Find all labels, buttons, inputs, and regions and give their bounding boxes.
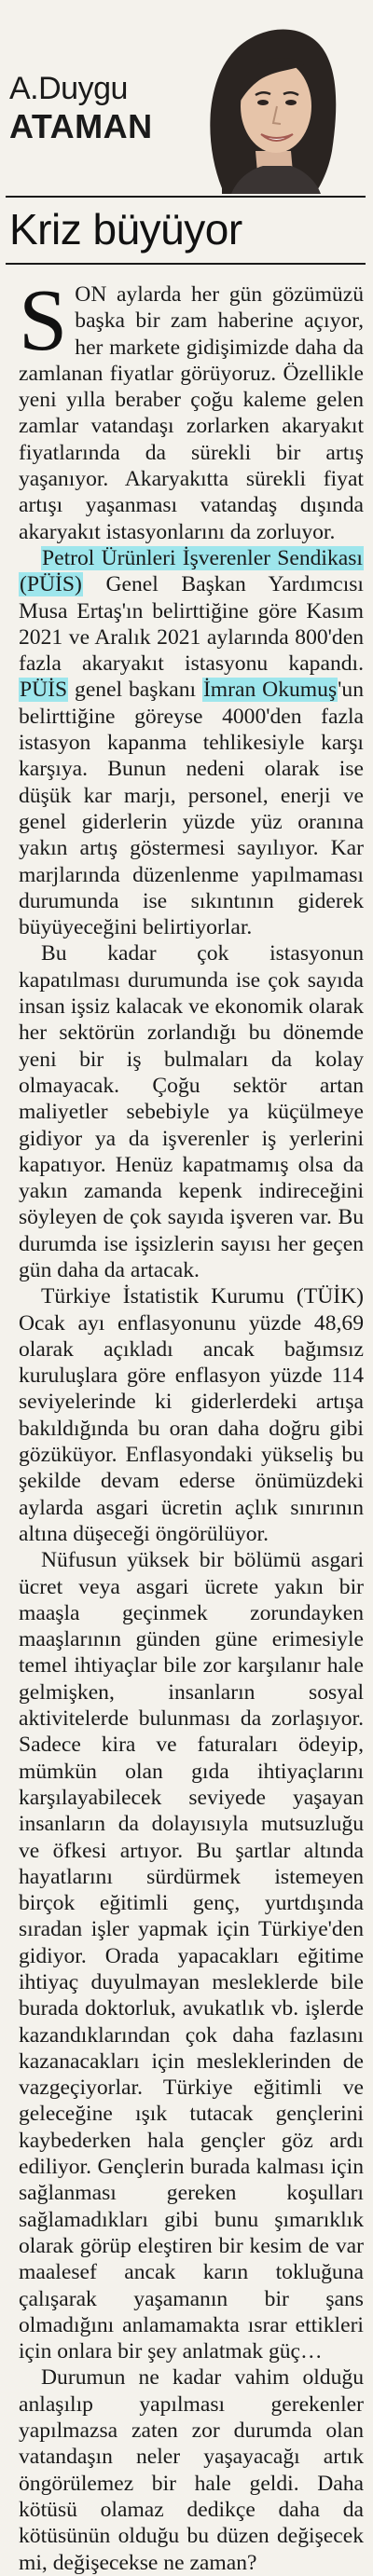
highlight-president-name: İmran Okumuş — [202, 678, 338, 703]
paragraph-3: Bu kadar çok istasyonun kapatılması durumunda ise çok sayıda insan işsiz kalacak ve ekonomik olarak her sektörün zorlandığı bu dönemde yeni bir iş bulmaları da kolay olmayacak. Çoğu sektör artan maliyetler sebebiyle ya küçülmeye gidiyor ya da işverenler iş yerlerini kapatıyor. Henüz kapatmamış olsa da yakın zamanda kepenk indireceğini söyleyen de çok sayıda işveren var. Bu durumda ise işsizlerin sayısı her geçen gün daha da artacak. — [19, 941, 364, 1282]
author-first-name: A.Duygu — [9, 71, 128, 106]
paragraph-2-text-c: 'un belirttiğine göreyse 4000'den fazla istasyon kapanma tehlikesiyle karşı karşıya. Bunun nedeni olarak ise düşük kar marjı, personel, enerji ve genel giderlerin yüzde yüz oranına yakın artış göstermesi sayılıyor. Kar marjlarında düzenlenme yapılmaması durumunda ise sıkıntının giderek büyüyeceğini belirtiyorlar. — [19, 678, 364, 940]
article-headline: Kriz büyüyor — [9, 205, 242, 253]
highlight-org-name: Petrol Ürünleri İşverenler Sendikası — [42, 545, 363, 570]
author-portrait — [166, 11, 352, 194]
paragraph-2 — [19, 545, 364, 940]
article-body — [6, 272, 366, 2576]
highlight-org-abbr: PÜİS — [20, 678, 68, 703]
paragraph-1-text: ON aylarda her gün gözümüzü başka bir zam haberine açıyor, her markete gidişimizde daha da zamlanan fiyatlar görüyoruz. Özellikle yeni yılla beraber çoğu kaleme gelen zamlar vatandaşı zorlarken akaryakıt fiyatlarında da sürekli bir artış yaşanıyor. Akaryakıtta sürekli fiyat artışı yaşanması vatandaş dışında akaryakıt istasyonlarını da zorluyor. — [19, 282, 364, 544]
paragraph-4: Türkiye İstatistik Kurumu (TÜİK) Ocak ayı enflasyonunu yüzde 48,69 olarak açıkladı ancak bağımsız kuruluşlara göre enflasyon yüzde 114 seviyelerinde ki giderlerdeki artışa bakıldığında bu oran daha doğru gibi gözüküyor. Enflasyondaki yükseliş bu şekilde devam ederse önümüzdeki aylarda asgari ücretin açlık sınırının altına düşeceği öngörülüyor. — [19, 1284, 364, 1546]
paragraph-5: Nüfusun yüksek bir bölümü asgari ücret veya asgari ücrete yakın bir maaşla geçinmek zorundayken maaşlarının günden güne erimesiyle temel ihtiyaçlar bile zor karşılanır hale gelmişken, insanların sosyal aktivitelerde bulunması da zorlaşıyor. Sadece kira ve faturaları ödeyip, mümkün olan gıda ihtiyaçlarını karşılayabilecek seviyede yaşayan insanların da dolayısıyla mutsuzluğu ve öfkesi artıyor. Bu şartlar altında hayatlarını sürdürmek istemeyen birçok eğitimli genç, yurtdışında sıradan işler yapmak için Türkiye'den gidiyor. Orada yapacakları eğitime ihtiyaç duyulmayan mesleklerde bile burada doktorluk, avukatlık vb. işlerde kazandıklarından çok daha fazlasını kazanacakları için mesleklerinden de vazgeçiyorlar. Türkiye eğitimli ve geleceğine ışık tutacak gençlerini kaybederken hala gençler göz ardı ediliyor. Gençlerin burada kalması için sağlanması gereken koşulları sağlamadıkları gibi bunu şımarıklık olarak görüp eleştiren bir kesim de var maalesef ancak karın tokluğuna çalışarak yaşamanın bir şans olmadığını anlamamakta ısrar ettikleri için onlara bir şey anlatmak güç… — [19, 1548, 364, 2364]
highlight-org-abbr-paren: (PÜİS) — [20, 572, 82, 597]
paragraph-2-text-a: Genel Başkan Yardımcısı Musa Ertaş'ın belirttiğine göre Kasım 2021 ve Aralık 2021 aylarında 800'den fazla akaryakıt istasyonu kapandı. — [19, 572, 364, 677]
drop-cap: S — [19, 272, 68, 369]
paragraph-1 — [19, 272, 364, 545]
paragraph-2-text-b: genel başkanı — [68, 678, 202, 703]
headline-divider — [6, 263, 366, 265]
author-last-name: ATAMAN — [9, 107, 153, 145]
author-byline — [9, 73, 153, 144]
paragraph-6: Durumun ne kadar vahim olduğu anlaşılıp yapılması gerekenler yapılmazsa zaten zor durumda olan vatandaşın neler yaşayacağı artık öngörülemez bir hale geldi. Daha kötüsü olamaz dedikçe daha da kötüsünün olduğu bu düzen değişecek mi, değişecekse ne zaman? — [19, 2365, 364, 2575]
column-header — [6, 0, 366, 198]
